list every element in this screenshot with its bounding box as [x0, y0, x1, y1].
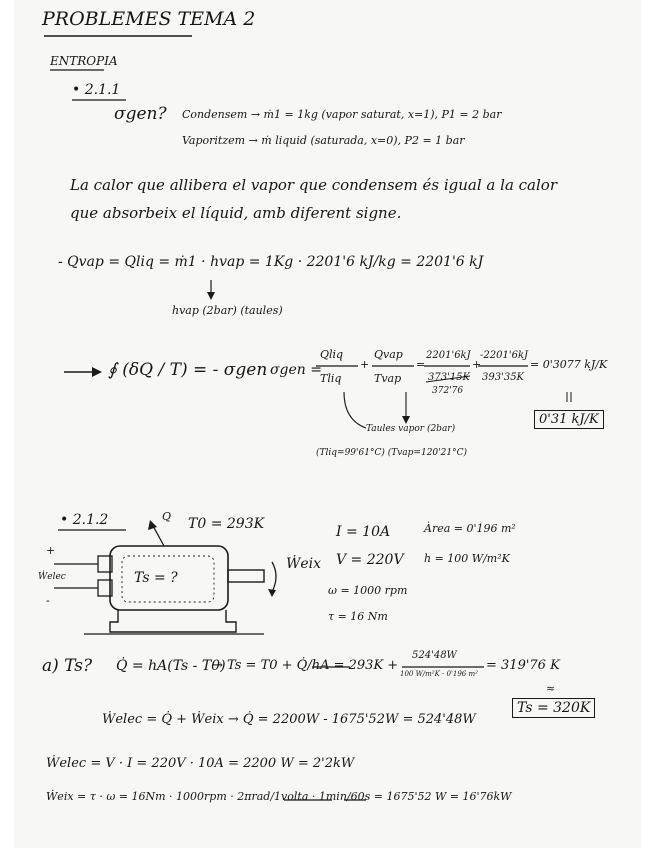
frac3-alt: 372'76 [432, 386, 464, 396]
data-h: h = 100 W/m²K [424, 552, 510, 565]
paragraph-line-1: La calor que allibera el vapor que condensem és igual a la calor [70, 176, 557, 194]
sigma-lhs: σgen = [270, 362, 323, 378]
welec-label: Ẇelec [38, 572, 66, 582]
part-a-num: 524'48W [412, 650, 457, 661]
page-title: PROBLEMES TEMA 2 [42, 8, 256, 30]
equation-welec: Ẇelec = V · I = 220V · 10A = 2200 W = 2'2kW [46, 756, 355, 771]
plus-terminal: + [46, 544, 56, 557]
data-voltage: V = 220V [336, 552, 404, 568]
part-a-eq1: Q̇ = hA(Ts - T0) [116, 658, 226, 674]
problem-label: • 2.1.1 [72, 82, 121, 98]
data-current: I = 10A [336, 524, 391, 540]
equation-weix: Ẇeix = τ · ω = 16Nm · 1000rpm · 2πrad/1volta · 1min/60s = 1675'52 W = 16'76kW [46, 790, 512, 803]
part-a-label: a) Ts? [42, 656, 93, 676]
paragraph-line-2: que absorbeix el líquid, amb diferent signe. [70, 204, 402, 222]
data-speed: ω = 1000 rpm [328, 584, 408, 597]
part-a-result: = 319'76 K [486, 658, 560, 673]
notebook-page: PROBLEMES TEMA 2 ENTROPIA • 2.1.1 σgen? Condensem → ṁ1 = 1kg (vapor saturat, x=1), P1 = 2 bar Vaporitzem → ṁ liquid (saturada, x=0), P2 = 1 bar La calor que allibera el vapor que condensem és igual a la calor que absorbeix el líquid, amb diferent signe. - Qvap = Qliq = ṁ1 · hvap = 1Kg · 2201'6 kJ/kg = 2201'6 kJ hvap (2bar) (taules) ∮ (δQ / T) = - σgen σgen = Qliq Tliq + Qvap Tvap = 2201'6kJ 373'15K 372'76 + -2201'6kJ 393'35K = 0'3077 kJ/K Taules vapor (2bar) (Tliq=99'61°C) (Tvap=120'21°C) 0'31 kJ/K • 2.1.2 Q T0 = 293K Ts = ? Ẇeix Ẇelec + - I = 10A V = 220V ω = 1000 rpm τ = 16 Nm Àrea = 0'196 m² h = 100 W/m²K a) Ts? Q̇ = hA(Ts - T0) → Ts = T0 + Q̇/hA = 293K + 524'48W 100 W/m²K · 0'196 m² = 319'76 K ≈ Ts = 320K Ẇelec = Q̇ + Ẇeix → Q̇ = 2200W - 1675'52W = 524'48W Ẇelec = V · I = 220V · 10A = 2200 W = 2'2kW Ẇeix = τ · ω = 16Nm · 1000rpm · 2πrad/1volta · 1min/60s = 1675'52 W = 16'76kW [14, 0, 641, 848]
frac-result: = 0'3077 kJ/K [530, 358, 608, 371]
equation-q-note: hvap (2bar) (taules) [172, 304, 283, 317]
frac1-num: Qliq [320, 348, 344, 361]
frac3-den: 373'15K [428, 372, 471, 383]
frac4-num: -2201'6kJ [480, 350, 529, 361]
weix-label: Ẇeix [286, 556, 322, 572]
minus-terminal: - [46, 594, 50, 607]
integral-equation: ∮ (δQ / T) = - σgen [108, 360, 268, 380]
frac1-den: Tliq [320, 372, 342, 385]
part-a-eq2: → Ts = T0 + Q̇/hA = 293K + [212, 658, 399, 673]
ts-label: Ts = ? [134, 570, 178, 586]
note-temps: (Tliq=99'61°C) (Tvap=120'21°C) [316, 448, 467, 458]
frac2-den: Tvap [374, 372, 402, 385]
result-box-sigma: 0'31 kJ/K [534, 410, 604, 429]
result-box-ts: Ts = 320K [512, 698, 595, 718]
t0-label: T0 = 293K [188, 516, 265, 532]
frac2-num: Qvap [374, 348, 403, 361]
given-line-1: Condensem → ṁ1 = 1kg (vapor saturat, x=1), P1 = 2 bar [182, 108, 502, 121]
section-heading: ENTROPIA [50, 54, 118, 68]
heat-label: Q [162, 510, 172, 523]
equation-welec-balance: Ẇelec = Q̇ + Ẇeix → Q̇ = 2200W - 1675'52W = 524'48W [102, 712, 476, 727]
approx-sign: ≈ [546, 682, 556, 695]
problem-2-label: • 2.1.2 [60, 512, 109, 528]
frac4-den: 393'35K [482, 372, 525, 383]
data-area: Àrea = 0'196 m² [424, 522, 516, 535]
data-torque: τ = 16 Nm [328, 610, 388, 623]
equation-q: - Qvap = Qliq = ṁ1 · hvap = 1Kg · 2201'6 kJ/kg = 2201'6 kJ [58, 254, 484, 270]
note-tables: Taules vapor (2bar) [366, 424, 456, 434]
part-a-den: 100 W/m²K · 0'196 m² [400, 670, 478, 678]
given-line-2: Vaporitzem → ṁ liquid (saturada, x=0), P2 = 1 bar [182, 134, 465, 147]
problem-question: σgen? [114, 104, 167, 124]
frac3-num: 2201'6kJ [426, 350, 471, 361]
